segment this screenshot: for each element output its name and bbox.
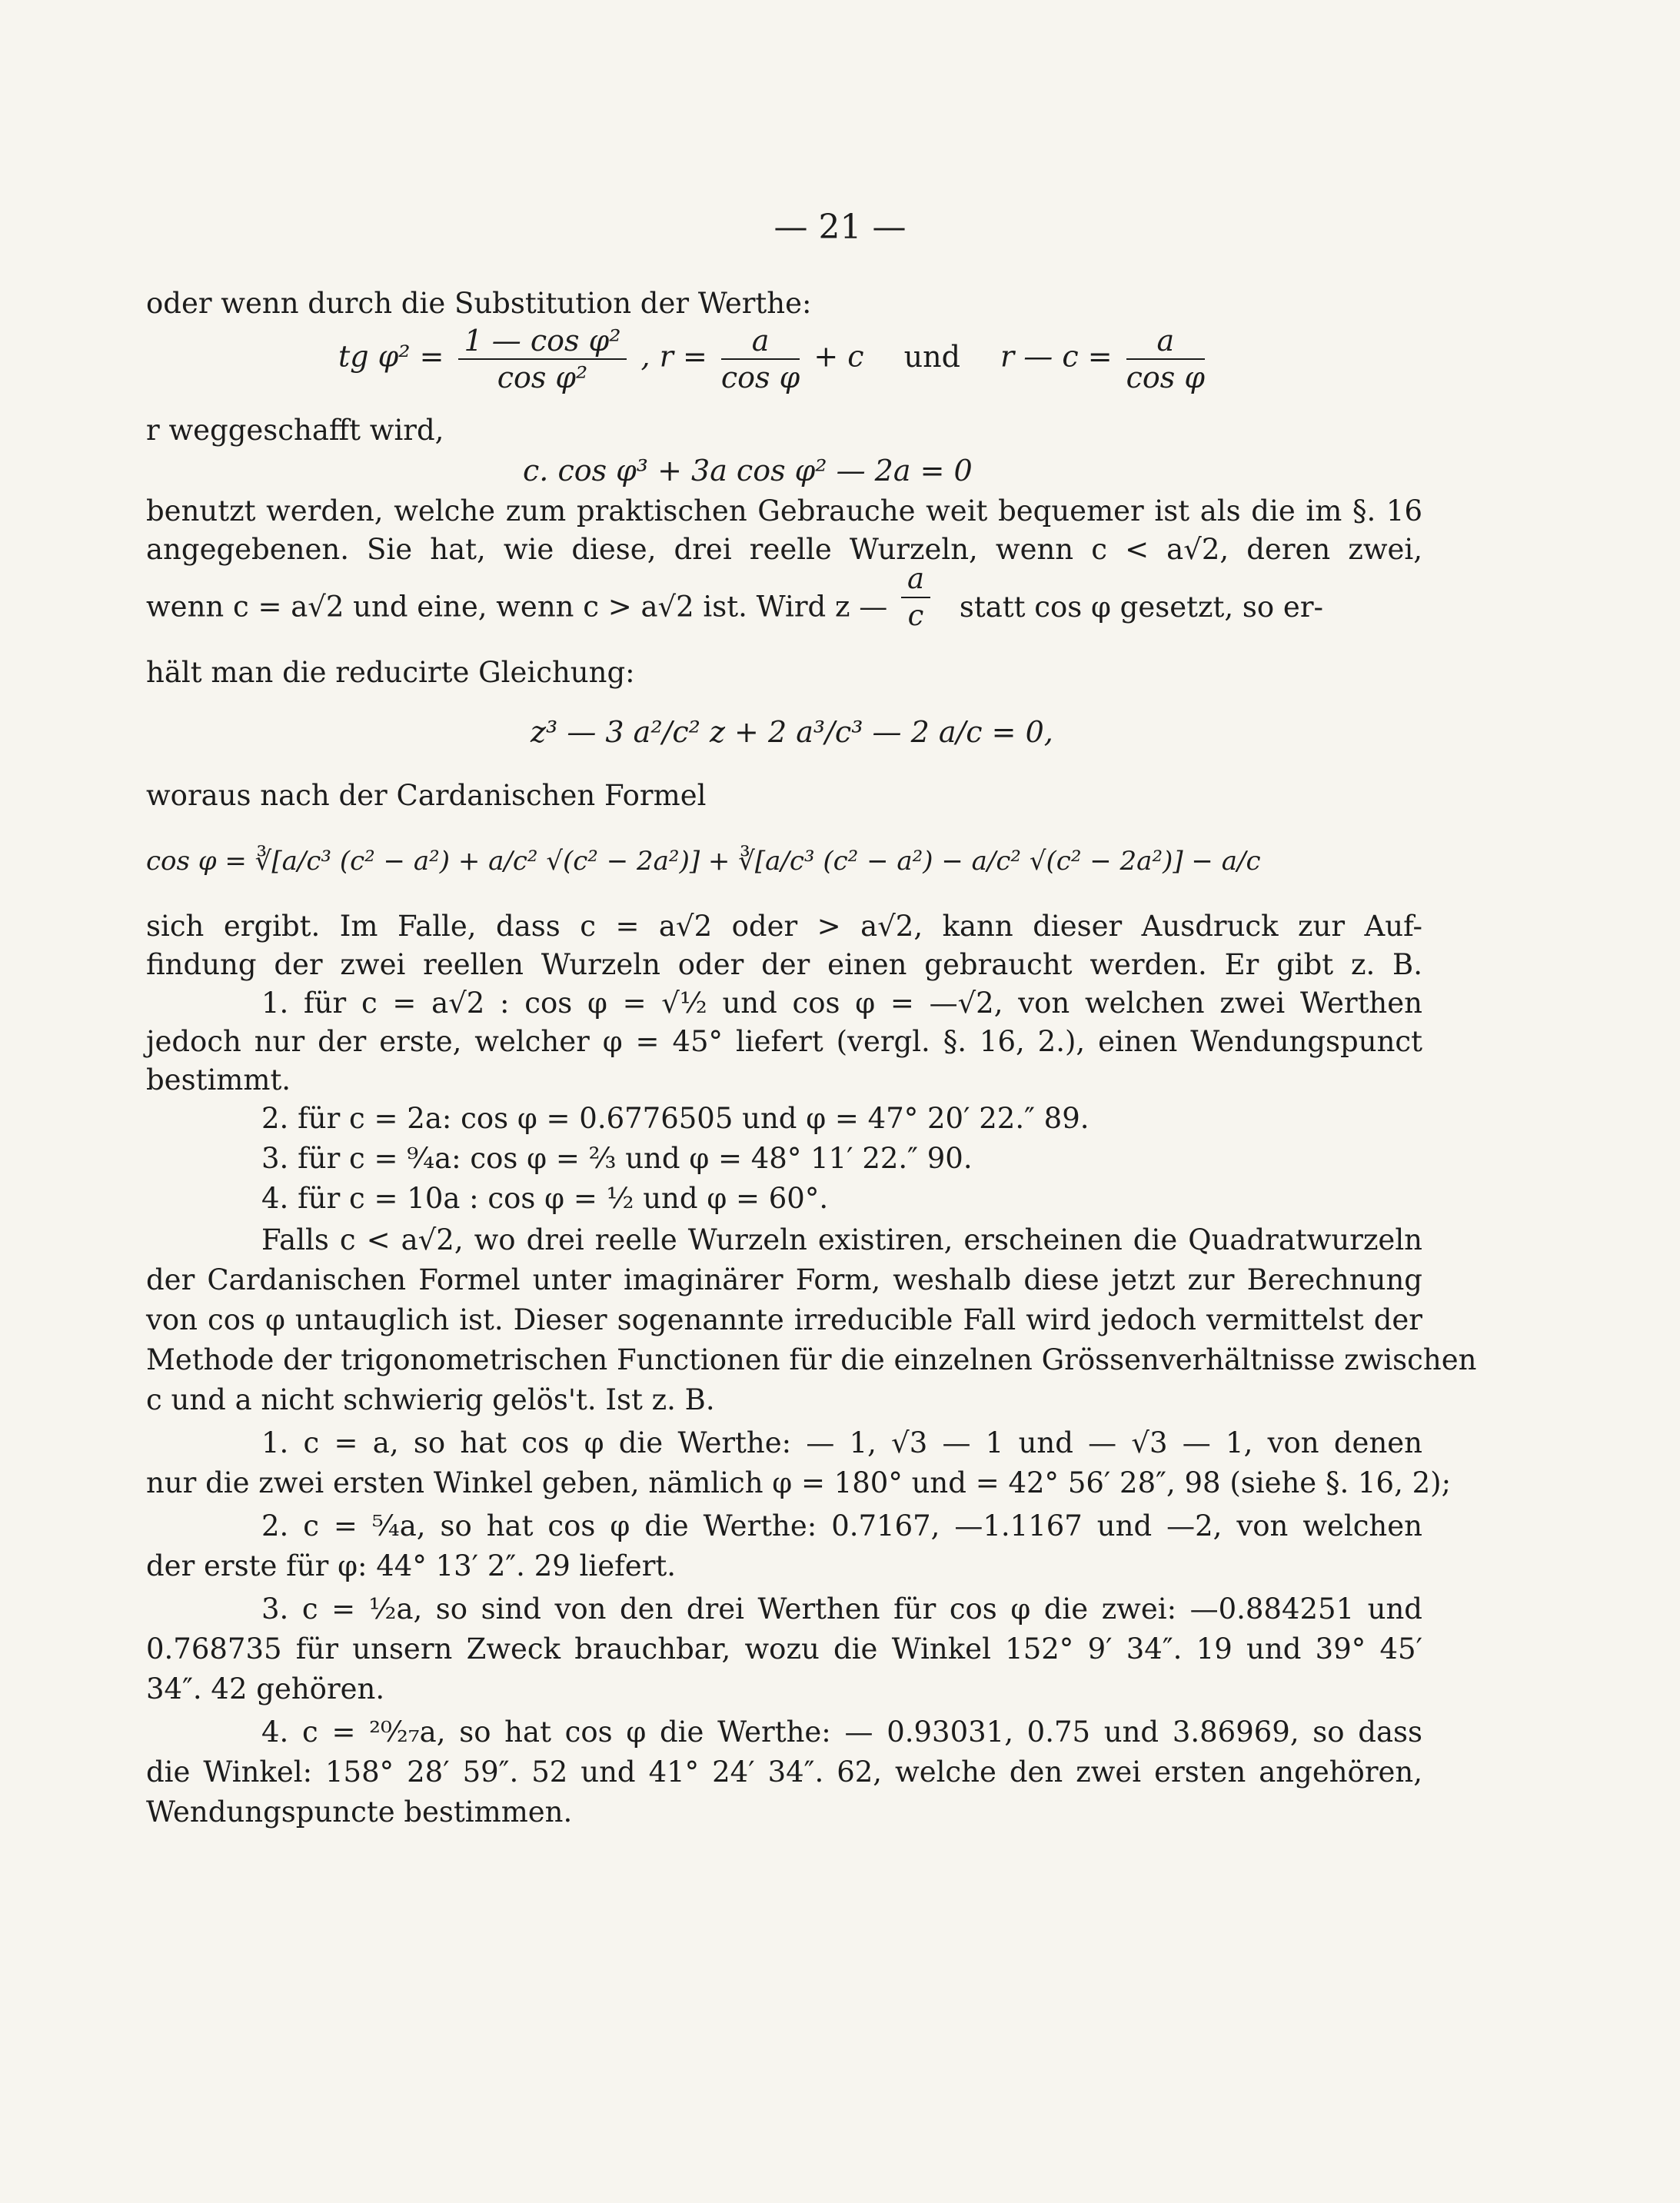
- text-line: die Winkel: 158° 28′ 59″. 52 und 41° 24′ 34″. 62, welche den zwei ersten angehören,: [146, 1755, 1422, 1789]
- text-line: Methode der trigonometrischen Functionen für die einzelnen Grössenverhältnisse zwischen: [146, 1343, 1477, 1376]
- list-item: 2. für c = 2a: cos φ = 0.6776505 und φ = 47° 20′ 22.″ 89.: [261, 1102, 1090, 1135]
- text-line: angegebenen. Sie hat, wie diese, drei reelle Wurzeln, wenn c < a√2, deren zwei,: [146, 533, 1422, 566]
- equation-cardano: cos φ = ∛[a/c³ (c² − a²) + a/c² √(c² − 2a²)] + ∛[a/c³ (c² − a²) − a/c² √(c² − 2a²)] − a/c: [146, 846, 1261, 877]
- equation-reduced: z³ — 3 a²/c² z + 2 a³/c³ — 2 a/c = 0,: [531, 715, 1053, 749]
- fraction: [1126, 323, 1205, 395]
- text-line: Falls c < a√2, wo drei reelle Wurzeln existiren, erscheinen die Quadratwurzeln: [261, 1223, 1422, 1256]
- text-line: oder wenn durch die Substitution der Werthe:: [146, 287, 812, 320]
- text-line: sich ergibt. Im Falle, dass c = a√2 oder > a√2, kann dieser Ausdruck zur Auf-: [146, 910, 1422, 943]
- fraction: [901, 561, 930, 634]
- text-line: c und a nicht schwierig gelös't. Ist z. B.: [146, 1383, 715, 1416]
- eq-term: , r =: [640, 339, 707, 374]
- fraction-denominator: cos φ²: [497, 361, 588, 394]
- list-item: 1. c = a, so hat cos φ die Werthe: — 1, √3 — 1 und — √3 — 1, von denen: [261, 1426, 1422, 1459]
- text-line: woraus nach der Cardanischen Formel: [146, 779, 707, 812]
- list-item: 3. für c = ⁹⁄₄a: cos φ = ⅔ und φ = 48° 11′ 22.″ 90.: [261, 1142, 973, 1175]
- text-line: Wendungspuncte bestimmen.: [146, 1795, 573, 1829]
- text-line: benutzt werden, welche zum praktischen Gebrauche weit bequemer ist als die im §. 16: [146, 494, 1422, 527]
- text-line: findung der zwei reellen Wurzeln oder der einen gebraucht werden. Er gibt z. B.: [146, 948, 1422, 981]
- text-segment: statt cos φ gesetzt, so er-: [959, 590, 1324, 624]
- text-line: 0.768735 für unsern Zweck brauchbar, wozu die Winkel 152° 9′ 34″. 19 und 39° 45′: [146, 1632, 1422, 1666]
- list-item: 4. für c = 10a : cos φ = ½ und φ = 60°.: [261, 1182, 829, 1215]
- fraction-denominator: cos φ: [720, 361, 800, 394]
- list-item: 1. für c = a√2 : cos φ = √½ und cos φ = —√2, von welchen zwei Werthen: [261, 987, 1422, 1020]
- fraction-numerator: a: [721, 323, 800, 360]
- list-item: 3. c = ½a, so sind von den drei Werthen für cos φ die zwei: —0.884251 und: [261, 1592, 1422, 1626]
- text-line: 34″. 42 gehören.: [146, 1672, 385, 1705]
- text-line: der erste für φ: 44° 13′ 2″. 29 liefert.: [146, 1549, 677, 1582]
- text-line: der Cardanischen Formel unter imaginärer Form, weshalb diese jetzt zur Berechnung: [146, 1263, 1422, 1296]
- text-line: jedoch nur der erste, welcher φ = 45° liefert (vergl. §. 16, 2.), einen Wendungspunct: [146, 1025, 1422, 1058]
- equation-cubic: c. cos φ³ + 3a cos φ² — 2a = 0: [523, 454, 973, 488]
- fraction: [458, 323, 627, 395]
- text-line: bestimmt.: [146, 1063, 291, 1097]
- fraction-denominator: cos φ: [1126, 361, 1205, 394]
- text-line: hält man die reducirte Gleichung:: [146, 656, 635, 689]
- text-line: von cos φ untauglich ist. Dieser sogenannte irreducible Fall wird jedoch vermittelst der: [146, 1303, 1422, 1336]
- equation-substitution: [338, 323, 1209, 395]
- fraction-numerator: a: [901, 561, 930, 598]
- page-number: — 21 —: [773, 208, 907, 247]
- fraction-numerator: 1 — cos φ²: [458, 323, 627, 360]
- eq-term: tg φ² =: [338, 339, 444, 374]
- text-line: r weggeschafft wird,: [146, 414, 444, 447]
- text-line-with-fraction: [146, 562, 1422, 634]
- eq-term: und: [903, 339, 960, 374]
- eq-term: r — c =: [1000, 339, 1113, 374]
- text-line: nur die zwei ersten Winkel geben, nämlich φ = 180° und = 42° 56′ 28″, 98 (siehe §. 16, 2);: [146, 1466, 1452, 1499]
- list-item: 2. c = ⁵⁄₄a, so hat cos φ die Werthe: 0.7167, —1.1167 und —2, von welchen: [261, 1509, 1422, 1542]
- fraction: [721, 323, 800, 395]
- fraction-numerator: a: [1126, 323, 1205, 360]
- list-item: 4. c = ²⁰⁄₂₇a, so hat cos φ die Werthe: — 0.93031, 0.75 und 3.86969, so dass: [261, 1715, 1422, 1749]
- fraction-denominator: c: [907, 599, 924, 632]
- eq-term: + c: [813, 339, 864, 374]
- text-segment: wenn c = a√2 und eine, wenn c > a√2 ist. Wird z —: [146, 590, 888, 624]
